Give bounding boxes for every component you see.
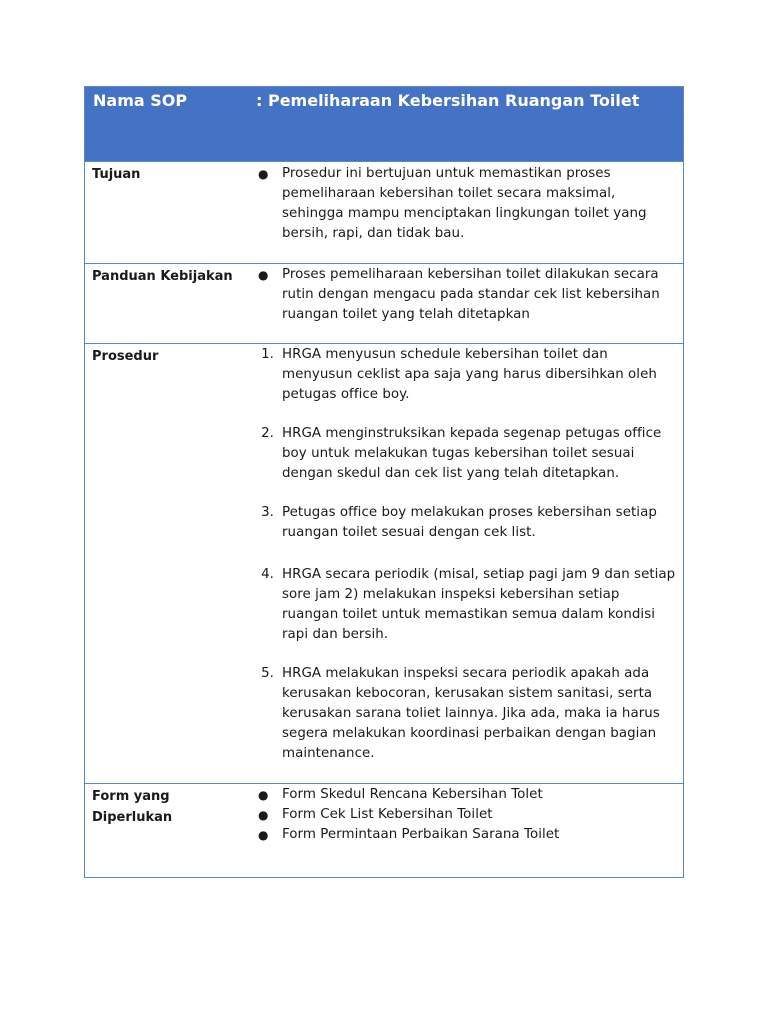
step-number: 2.	[261, 426, 274, 441]
prosedur-label: Prosedur	[92, 349, 159, 364]
panduan-label: Panduan Kebijakan	[92, 269, 233, 284]
step-number: 5.	[261, 666, 274, 681]
form-label-line2: Diperlukan	[92, 810, 173, 825]
sop-table	[84, 86, 684, 878]
bullet-icon: ●	[258, 268, 269, 282]
sop-name-label: Nama SOP	[93, 91, 188, 110]
form-list	[252, 785, 678, 845]
form-label-line1: Form yang	[92, 789, 170, 804]
list-item	[252, 424, 678, 484]
bullet-icon: ●	[258, 788, 269, 802]
form-item-text: Form Skedul Rencana Kebersihan Tolet	[282, 787, 543, 802]
prosedur-list	[252, 345, 678, 764]
bullet-icon: ●	[258, 808, 269, 822]
sop-name-value: : Pemeliharaan Kebersihan Ruangan Toilet	[256, 91, 640, 110]
panduan-list	[252, 265, 678, 325]
form-item-text: Form Permintaan Perbaikan Sarana Toilet	[282, 827, 560, 842]
step-number: 4.	[261, 567, 274, 582]
panduan-item-text: Proses pemeliharaan kebersihan toilet dilakukan secara rutin dengan mengacu pada standar cek list kebersihan ruangan toilet yang telah ditetapkan	[282, 267, 660, 322]
list-item	[252, 565, 678, 645]
list-item	[252, 503, 678, 543]
step-text: HRGA secara periodik (misal, setiap pagi jam 9 dan setiap sore jam 2) melakukan inspeksi kebersihan setiap ruangan toilet untuk memastikan semua dalam kondisi rapi dan bersih.	[282, 567, 676, 642]
bullet-icon: ●	[258, 828, 269, 842]
list-item	[252, 664, 678, 764]
form-item-text: Form Cek List Kebersihan Toilet	[282, 807, 493, 822]
list-item	[252, 345, 678, 405]
form-label	[92, 786, 250, 828]
step-number: 3.	[261, 505, 274, 520]
list-item	[252, 825, 678, 845]
sop-header-row	[85, 87, 683, 162]
step-number: 1.	[261, 347, 274, 362]
tujuan-item-text: Prosedur ini bertujuan untuk memastikan proses pemeliharaan kebersihan toilet secara maksimal, sehingga mampu menciptakan lingkungan toilet yang bersih, rapi, dan tidak bau.	[282, 166, 647, 241]
list-item	[252, 785, 678, 805]
step-text: HRGA menyusun schedule kebersihan toilet dan menyusun ceklist apa saja yang harus dibersihkan oleh petugas office boy.	[282, 347, 657, 402]
bullet-icon: ●	[258, 167, 269, 181]
list-item	[252, 265, 678, 325]
step-text: Petugas office boy melakukan proses kebersihan setiap ruangan toilet sesuai dengan cek list.	[282, 505, 657, 540]
tujuan-label: Tujuan	[92, 167, 141, 182]
step-text: HRGA melakukan inspeksi secara periodik apakah ada kerusakan kebocoran, kerusakan sistem sanitasi, serta kerusakan sarana toliet lainnya. Jika ada, maka ia harus segera melakukan koordinasi perbaikan dengan bagian maintenance.	[282, 666, 660, 761]
tujuan-list	[252, 164, 678, 244]
step-text: HRGA menginstruksikan kepada segenap petugas office boy untuk melakukan tugas kebersihan toilet sesuai dengan skedul dan cek list yang telah ditetapkan.	[282, 426, 662, 481]
list-item	[252, 164, 678, 244]
list-item	[252, 805, 678, 825]
